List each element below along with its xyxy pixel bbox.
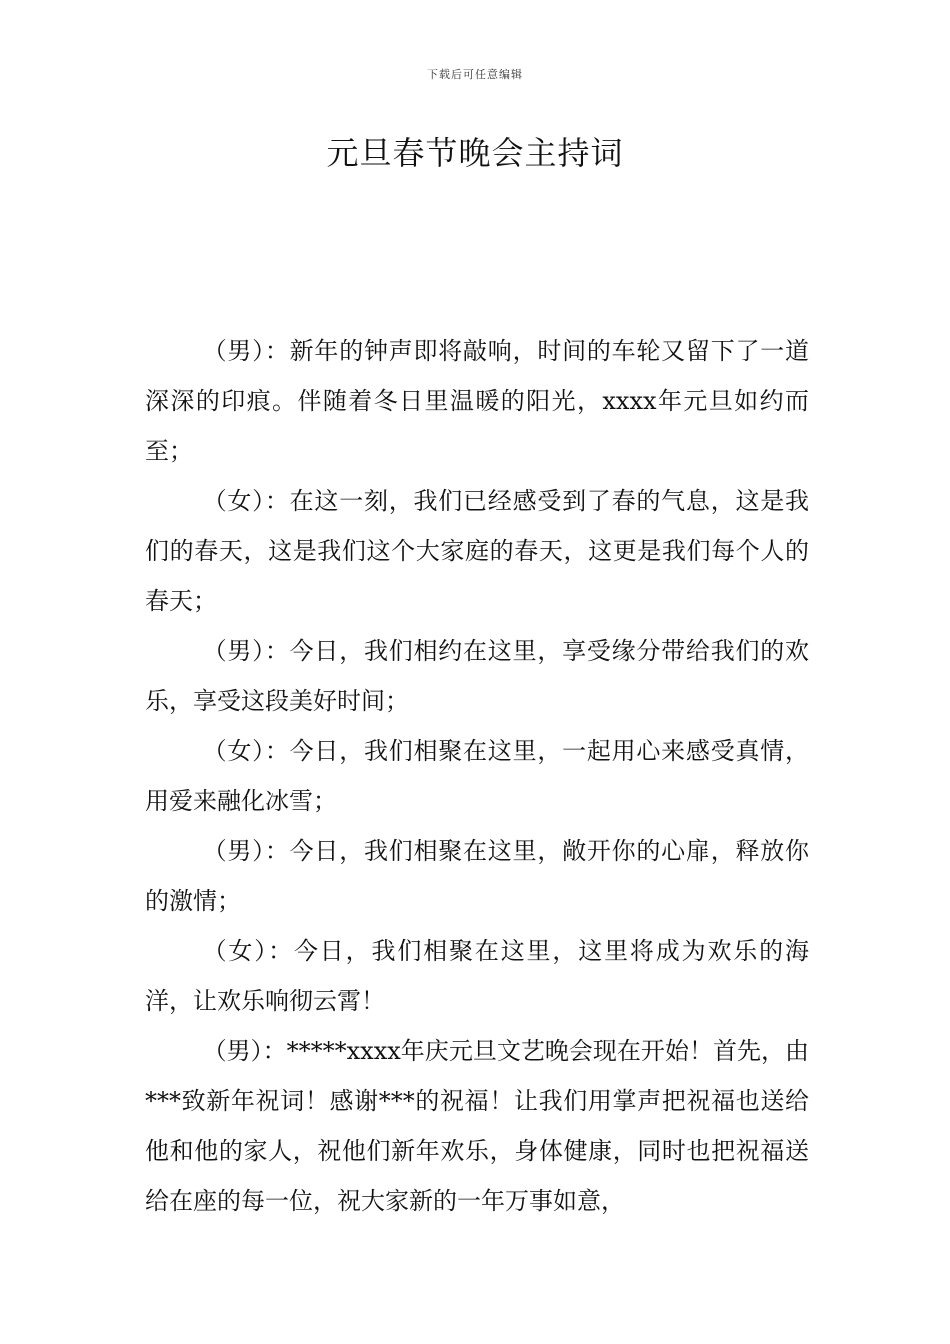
- paragraph: （男）：今日，我们相约在这里，享受缘分带给我们的欢乐，享受这段美好时间；: [145, 637, 809, 715]
- paragraph: （男）：*****xxxx年庆元旦文艺晚会现在开始！首先，由***致新年祝词！感谢***的祝福！让我们用掌声把祝福也送给他和他的家人，祝他们新年欢乐，身体健康，同时也把祝福送给在座的每一位，祝大家新的一年万事如意，: [145, 1037, 809, 1215]
- paragraph: （男）：新年的钟声即将敲响，时间的车轮又留下了一道深深的印痕。伴随着冬日里温暖的阳光，xxxx年元旦如约而至；: [145, 337, 809, 465]
- header-note: 下载后可任意编辑: [427, 68, 523, 81]
- document-body: [145, 326, 809, 1226]
- paragraph: （女）：今日，我们相聚在这里，这里将成为欢乐的海洋，让欢乐响彻云霄！: [145, 937, 809, 1015]
- paragraph: （男）：今日，我们相聚在这里，敞开你的心扉，释放你的激情；: [145, 837, 809, 915]
- paragraph: （女）：在这一刻，我们已经感受到了春的气息，这是我们的春天，这是我们这个大家庭的春天，这更是我们每个人的春天；: [145, 487, 809, 615]
- paragraph: （女）：今日，我们相聚在这里，一起用心来感受真情，用爱来融化冰雪；: [145, 737, 809, 815]
- document-title: 元旦春节晚会主持词: [326, 134, 624, 172]
